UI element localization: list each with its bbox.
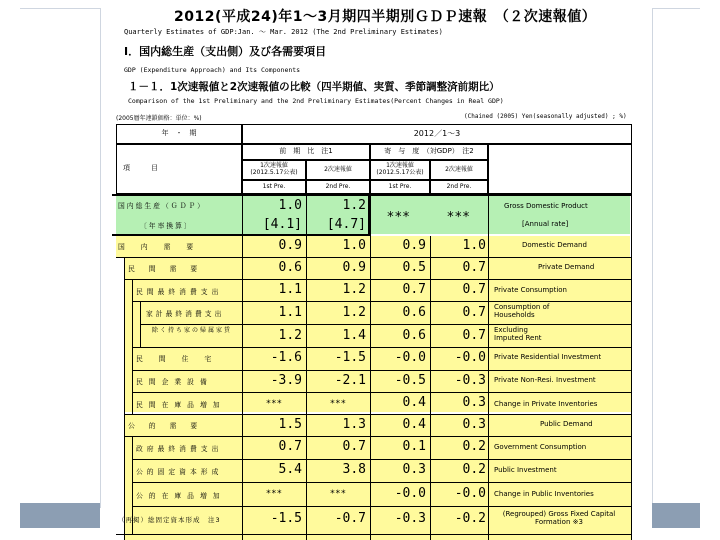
row-label-en: Government Consumption	[494, 443, 587, 451]
row-value: 0.7	[462, 328, 486, 343]
row-label-en: Private Consumption	[494, 286, 567, 294]
row-value: 0.2	[462, 439, 486, 454]
row-value: 0.7	[342, 439, 366, 454]
row-value: 1.3	[342, 417, 366, 432]
row-value: -0.5	[394, 373, 426, 388]
row-value: -0.0	[394, 486, 426, 501]
unit-note-en: (Chained (2005) Yen(seasonally adjusted) ; %)	[464, 113, 627, 120]
row-label: 公的在庫品増加	[136, 492, 226, 500]
row-label: 政府最終消費支出	[136, 445, 223, 453]
row-line	[132, 459, 632, 460]
col3-date: (2012.5.17公表)	[376, 169, 424, 176]
row-value: -2.1	[334, 373, 366, 388]
year-header-label: 年 ・ 期	[161, 129, 197, 138]
row-value: 0.7	[402, 282, 426, 297]
row-value: 0.2	[462, 462, 486, 477]
row-value: 0.9	[402, 238, 426, 253]
indent-line	[140, 301, 141, 347]
qoq-header	[242, 144, 370, 160]
row-value: -0.3	[454, 373, 486, 388]
row-value: 1.2	[342, 198, 366, 213]
row-label-en: Public Demand	[540, 420, 593, 428]
gdp-en-header	[488, 144, 632, 194]
row-value: 5.4	[278, 462, 302, 477]
row-label-en: Private Residential Investment	[494, 353, 602, 361]
row-value: 0.4	[402, 417, 426, 432]
row-label-en: Excluding Imputed Rent	[494, 326, 542, 343]
row-line	[132, 301, 632, 302]
row-label: （再掲）総固定資本形成 注3	[118, 516, 221, 524]
row-label: 公的需要	[128, 422, 212, 430]
grid-v6	[631, 194, 632, 540]
bottom-bar-left	[20, 503, 100, 528]
col1-en	[242, 180, 306, 194]
row-value: ***	[386, 210, 410, 225]
row-value: 1.2	[342, 305, 366, 320]
row-line	[132, 506, 632, 507]
row-value: 3.8	[342, 462, 366, 477]
indent-line	[132, 279, 133, 414]
row-value: -0.0	[454, 486, 486, 501]
row-value: -1.5	[334, 350, 366, 365]
row-value: 0.3	[402, 462, 426, 477]
row-value: -0.0	[394, 350, 426, 365]
row-value: 0.6	[402, 305, 426, 320]
row-value: 1.0	[342, 238, 366, 253]
contrib-header	[370, 144, 488, 160]
row-value: 1.5	[278, 417, 302, 432]
col4-en	[430, 180, 488, 194]
frame-top-line	[20, 8, 100, 9]
row-value: -0.2	[454, 511, 486, 526]
row-value: 0.9	[342, 260, 366, 275]
row-value: ***	[265, 399, 282, 409]
row-line	[124, 414, 632, 415]
row-label: 民間在庫品増加	[136, 401, 226, 409]
unit-note-jp: (2005暦年連鎖価格：単位：%)	[116, 115, 202, 122]
row-value: 1.1	[278, 305, 302, 320]
period-header-label: 2012／1～3	[413, 128, 461, 138]
row-label: 民間最終消費支出	[136, 288, 223, 296]
row-value: ***	[329, 489, 346, 499]
row-line	[116, 534, 632, 535]
row-label-en: Public Investment	[494, 466, 557, 474]
grid-v5	[488, 194, 489, 540]
row-label: 民間住宅	[136, 355, 228, 363]
row-value: 0.4	[402, 395, 426, 410]
row-line	[132, 347, 632, 348]
row-value: 1.0	[462, 238, 486, 253]
contrib-header-label: 寄 与 度 （対GDP） 注2	[384, 147, 474, 156]
col2-header	[306, 160, 370, 180]
col2-en-label: 2nd Pre.	[325, 182, 351, 190]
col1-date: (2012.5.17公表)	[250, 169, 298, 176]
row-value: -3.9	[270, 373, 302, 388]
row-label: 〔年率換算〕	[140, 222, 193, 230]
col2-en	[306, 180, 370, 194]
section-heading-en: GDP (Expenditure Approach) and Its Components	[124, 66, 301, 74]
bottom-bar-right	[652, 503, 700, 528]
row-label-en: Domestic Demand	[522, 241, 587, 249]
row-value: 0.7	[462, 260, 486, 275]
row-value: ***	[446, 210, 470, 225]
row-label-en: Gross Domestic Product	[504, 202, 588, 210]
row-label: 国内総生産（ＧＤＰ）	[118, 202, 206, 210]
row-label-en: Change in Private Inventories	[494, 400, 598, 408]
row-value: 0.7	[278, 439, 302, 454]
gdp-table	[112, 120, 644, 540]
row-line	[116, 257, 632, 258]
row-value: 0.1	[402, 439, 426, 454]
col3-header	[370, 160, 430, 180]
section-heading: Ⅰ．国内総生産（支出側）及び各需要項目	[124, 45, 327, 58]
subsection-heading-en: Comparison of the 1st Preliminary and the 2nd Preliminary Estimates(Percent Changes in Real GDP)	[128, 97, 504, 105]
row-label-en: Consumption of Households	[494, 303, 550, 320]
frame-right-line	[652, 8, 653, 508]
col4-header	[430, 160, 488, 180]
row-label-en: Private Non-Resi. Investment	[494, 376, 596, 384]
gdp-border-bottom	[112, 234, 370, 236]
row-value: ***	[329, 399, 346, 409]
row-value: 1.4	[342, 328, 366, 343]
row-value: 1.2	[278, 328, 302, 343]
row-value: 0.3	[462, 417, 486, 432]
row-label: 民間企業設備	[136, 378, 213, 386]
row-value: 0.7	[462, 305, 486, 320]
frame-top-line-right	[652, 8, 700, 9]
row-label-en: Change in Public Inventories	[494, 490, 594, 498]
row-value: [4.7]	[326, 217, 366, 232]
qoq-header-label: 前 期 比 注1	[279, 147, 333, 156]
row-value: -0.3	[394, 511, 426, 526]
row-value: 1.0	[278, 198, 302, 213]
row-value: 0.3	[462, 395, 486, 410]
row-value: [4.1]	[262, 217, 302, 232]
subsection-heading: １－１．1次速報値と2次速報値の比較（四半期値、実質、季節調整済前期比）	[128, 81, 500, 93]
row-value: 0.5	[402, 260, 426, 275]
row-line	[124, 436, 632, 437]
col4-en-label: 2nd Pre.	[446, 182, 472, 190]
row-label-en: Private Demand	[538, 263, 595, 271]
row-value: 0.9	[278, 238, 302, 253]
row-label: 公的固定資本形成	[136, 468, 223, 476]
row-value: 1.1	[278, 282, 302, 297]
row-line	[132, 392, 632, 393]
document-page	[112, 0, 644, 540]
row-value: 0.6	[402, 328, 426, 343]
frame-left-line	[100, 8, 101, 508]
col1-label: 1次速報値	[260, 162, 288, 170]
period-header	[242, 124, 632, 144]
row-value: -0.7	[334, 511, 366, 526]
col2-label: 2次速報値	[324, 165, 352, 173]
row-value: -1.5	[270, 511, 302, 526]
row-label: 除く持ち家の帰属家賃	[152, 327, 233, 334]
row-value: -0.0	[454, 350, 486, 365]
row-line	[132, 482, 632, 483]
indent-line	[124, 257, 125, 540]
col3-label: 1次速報値	[386, 162, 414, 170]
col3-en-label: 1st Pre.	[388, 182, 412, 190]
page-title: 2012(平成24)年1～3月期四半期別ＧＤＰ速報 （２次速報値）	[174, 9, 597, 25]
row-line	[124, 279, 632, 280]
item-header-label: 項 目	[123, 164, 158, 173]
row-value: -1.6	[270, 350, 302, 365]
page-subtitle: Quarterly Estimates of GDP:Jan. ～ Mar. 2012 (The 2nd Preliminary Estimates)	[124, 28, 443, 36]
col3-en	[370, 180, 430, 194]
item-header	[116, 144, 242, 194]
col1-header	[242, 160, 306, 180]
row-line	[132, 370, 632, 371]
row-label-en: (Regrouped) Gross Fixed Capital Formation ※3	[502, 510, 616, 527]
gdp-border-top	[112, 194, 632, 196]
row-label: 家計最終消費支出	[146, 310, 225, 318]
row-line	[140, 324, 632, 325]
col4-label: 2次速報値	[445, 165, 473, 173]
row-value: 0.6	[278, 260, 302, 275]
row-value: 0.7	[462, 282, 486, 297]
row-value: ***	[265, 489, 282, 499]
year-header	[116, 124, 242, 144]
row-label: 民間需要	[128, 265, 212, 273]
row-label-en: [Annual rate]	[522, 220, 569, 228]
row-value: 1.2	[342, 282, 366, 297]
col1-en-label: 1st Pre.	[262, 182, 286, 190]
row-label: 国内需要	[118, 243, 210, 251]
